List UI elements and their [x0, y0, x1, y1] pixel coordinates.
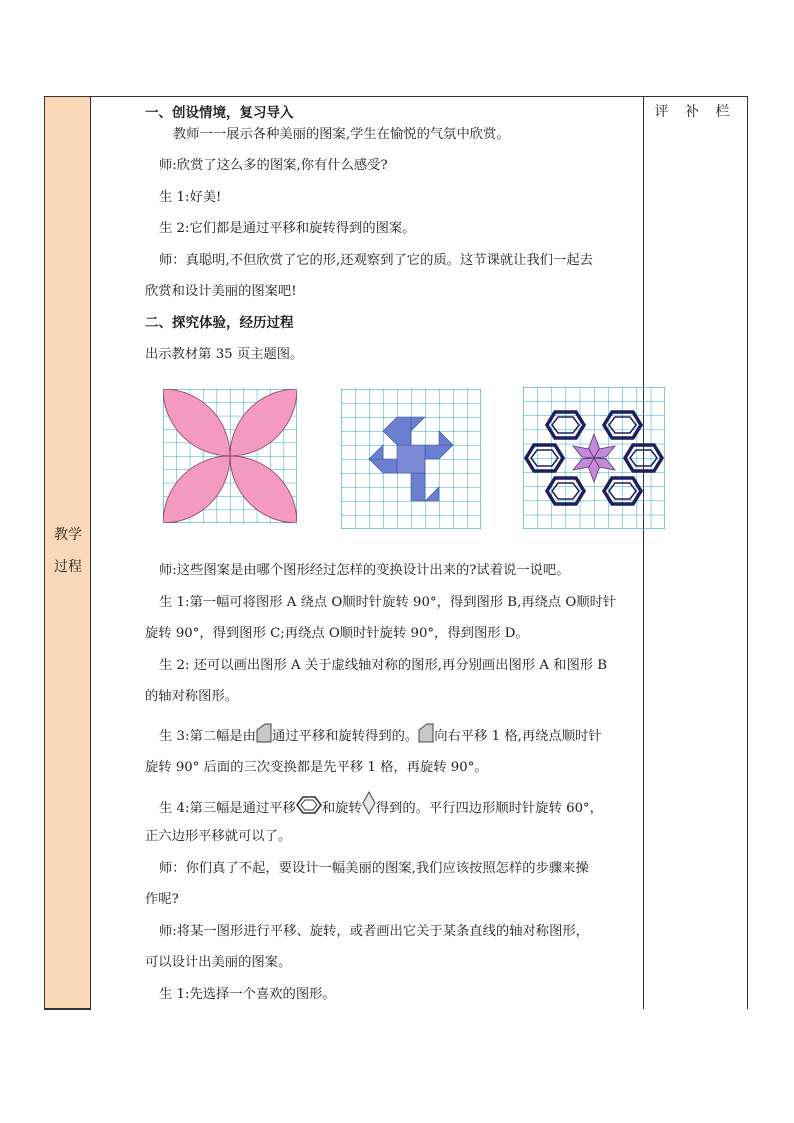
notes-column-title: 评 补 栏 — [654, 104, 736, 120]
paragraph: 欣赏和设计美丽的图案吧! — [145, 284, 297, 299]
paragraph: 生 1:好美! — [159, 190, 222, 205]
paragraph: 师：真聪明,不但欣赏了它的形,还观察到了它的质。这节课就让我们一起去 — [159, 253, 593, 268]
flower-pattern-figure — [163, 389, 297, 523]
paragraph: 生 1:先选择一个喜欢的图形。 — [159, 987, 336, 1002]
notes-cell — [643, 96, 748, 1009]
lesson-table — [44, 96, 750, 1010]
trapezoid-tile-icon — [256, 723, 272, 743]
text-run: 通过平移和旋转得到的。 — [271, 729, 419, 744]
paragraph-student-3 — [159, 723, 602, 744]
paragraph: 正六边形平移就可以了。 — [145, 829, 292, 844]
content-cell — [90, 96, 644, 1009]
text-run: 生 3:第二幅是由 — [159, 729, 256, 744]
trapezoid-tile-icon — [418, 723, 434, 743]
section-label-line2: 过程 — [54, 559, 82, 575]
paragraph: 生 2: 还可以画出图形 A 关于虚线轴对称的图形,再分别画出图形 A 和图形 B — [159, 658, 608, 673]
paragraph: 旋转 90°，得到图形 C;再绕点 O顺时针旋转 90°，得到图形 D。 — [145, 626, 529, 641]
pinwheel-blade — [411, 473, 425, 501]
section-label-cell — [44, 96, 91, 1010]
text-run: 生 4:第三幅是通过平移 — [159, 801, 296, 816]
paragraph: 可以设计出美丽的图案。 — [145, 955, 292, 970]
paragraph: 师:欣赏了这么多的图案,你有什么感受? — [159, 158, 388, 173]
text-run: 向右平移 1 格,再绕点顺时针 — [434, 729, 602, 744]
paragraph: 出示教材第 35 页主题图。 — [145, 347, 304, 362]
paragraph: 生 1:第一幅可将图形 A 绕点 O顺时针旋转 90°，得到图形 B,再绕点 O顺时针 — [159, 595, 617, 610]
text-run: 和旋转 — [321, 801, 362, 816]
hexagon-icon — [296, 795, 322, 815]
paragraph: 师：你们真了不起，要设计一幅美丽的图案,我们应该按照怎样的步骤来操 — [159, 861, 589, 876]
theme-figures — [145, 389, 691, 539]
section-label-line1: 教学 — [54, 527, 82, 543]
rhombus-icon — [362, 791, 376, 815]
text-run: 得到的。平行四边形顺时针旋转 60°， — [375, 801, 603, 816]
paragraph: 师:这些图案是由哪个图形经过怎样的变换设计出来的?试着说一说吧。 — [159, 563, 570, 578]
paragraph: 教师一一展示各种美丽的图案,学生在愉悦的气氛中欣赏。 — [173, 127, 510, 142]
paragraph: 作呢? — [145, 892, 179, 907]
paragraph-student-4 — [159, 791, 603, 816]
section-heading-1: 一、创设情境，复习导入 — [145, 105, 294, 121]
paragraph: 师:将某一图形进行平移、旋转，或者画出它关于某条直线的轴对称图形， — [159, 924, 589, 939]
paragraph: 旋转 90° 后面的三次变换都是先平移 1 格，再旋转 90°。 — [145, 760, 488, 775]
section-heading-2: 二、探究体验，经历过程 — [145, 315, 294, 331]
paragraph: 生 2:它们都是通过平移和旋转得到的图案。 — [159, 221, 416, 236]
pinwheel-pattern-figure — [341, 389, 481, 529]
table-bottom-border — [44, 1008, 91, 1009]
paragraph: 的轴对称图形。 — [145, 689, 239, 704]
